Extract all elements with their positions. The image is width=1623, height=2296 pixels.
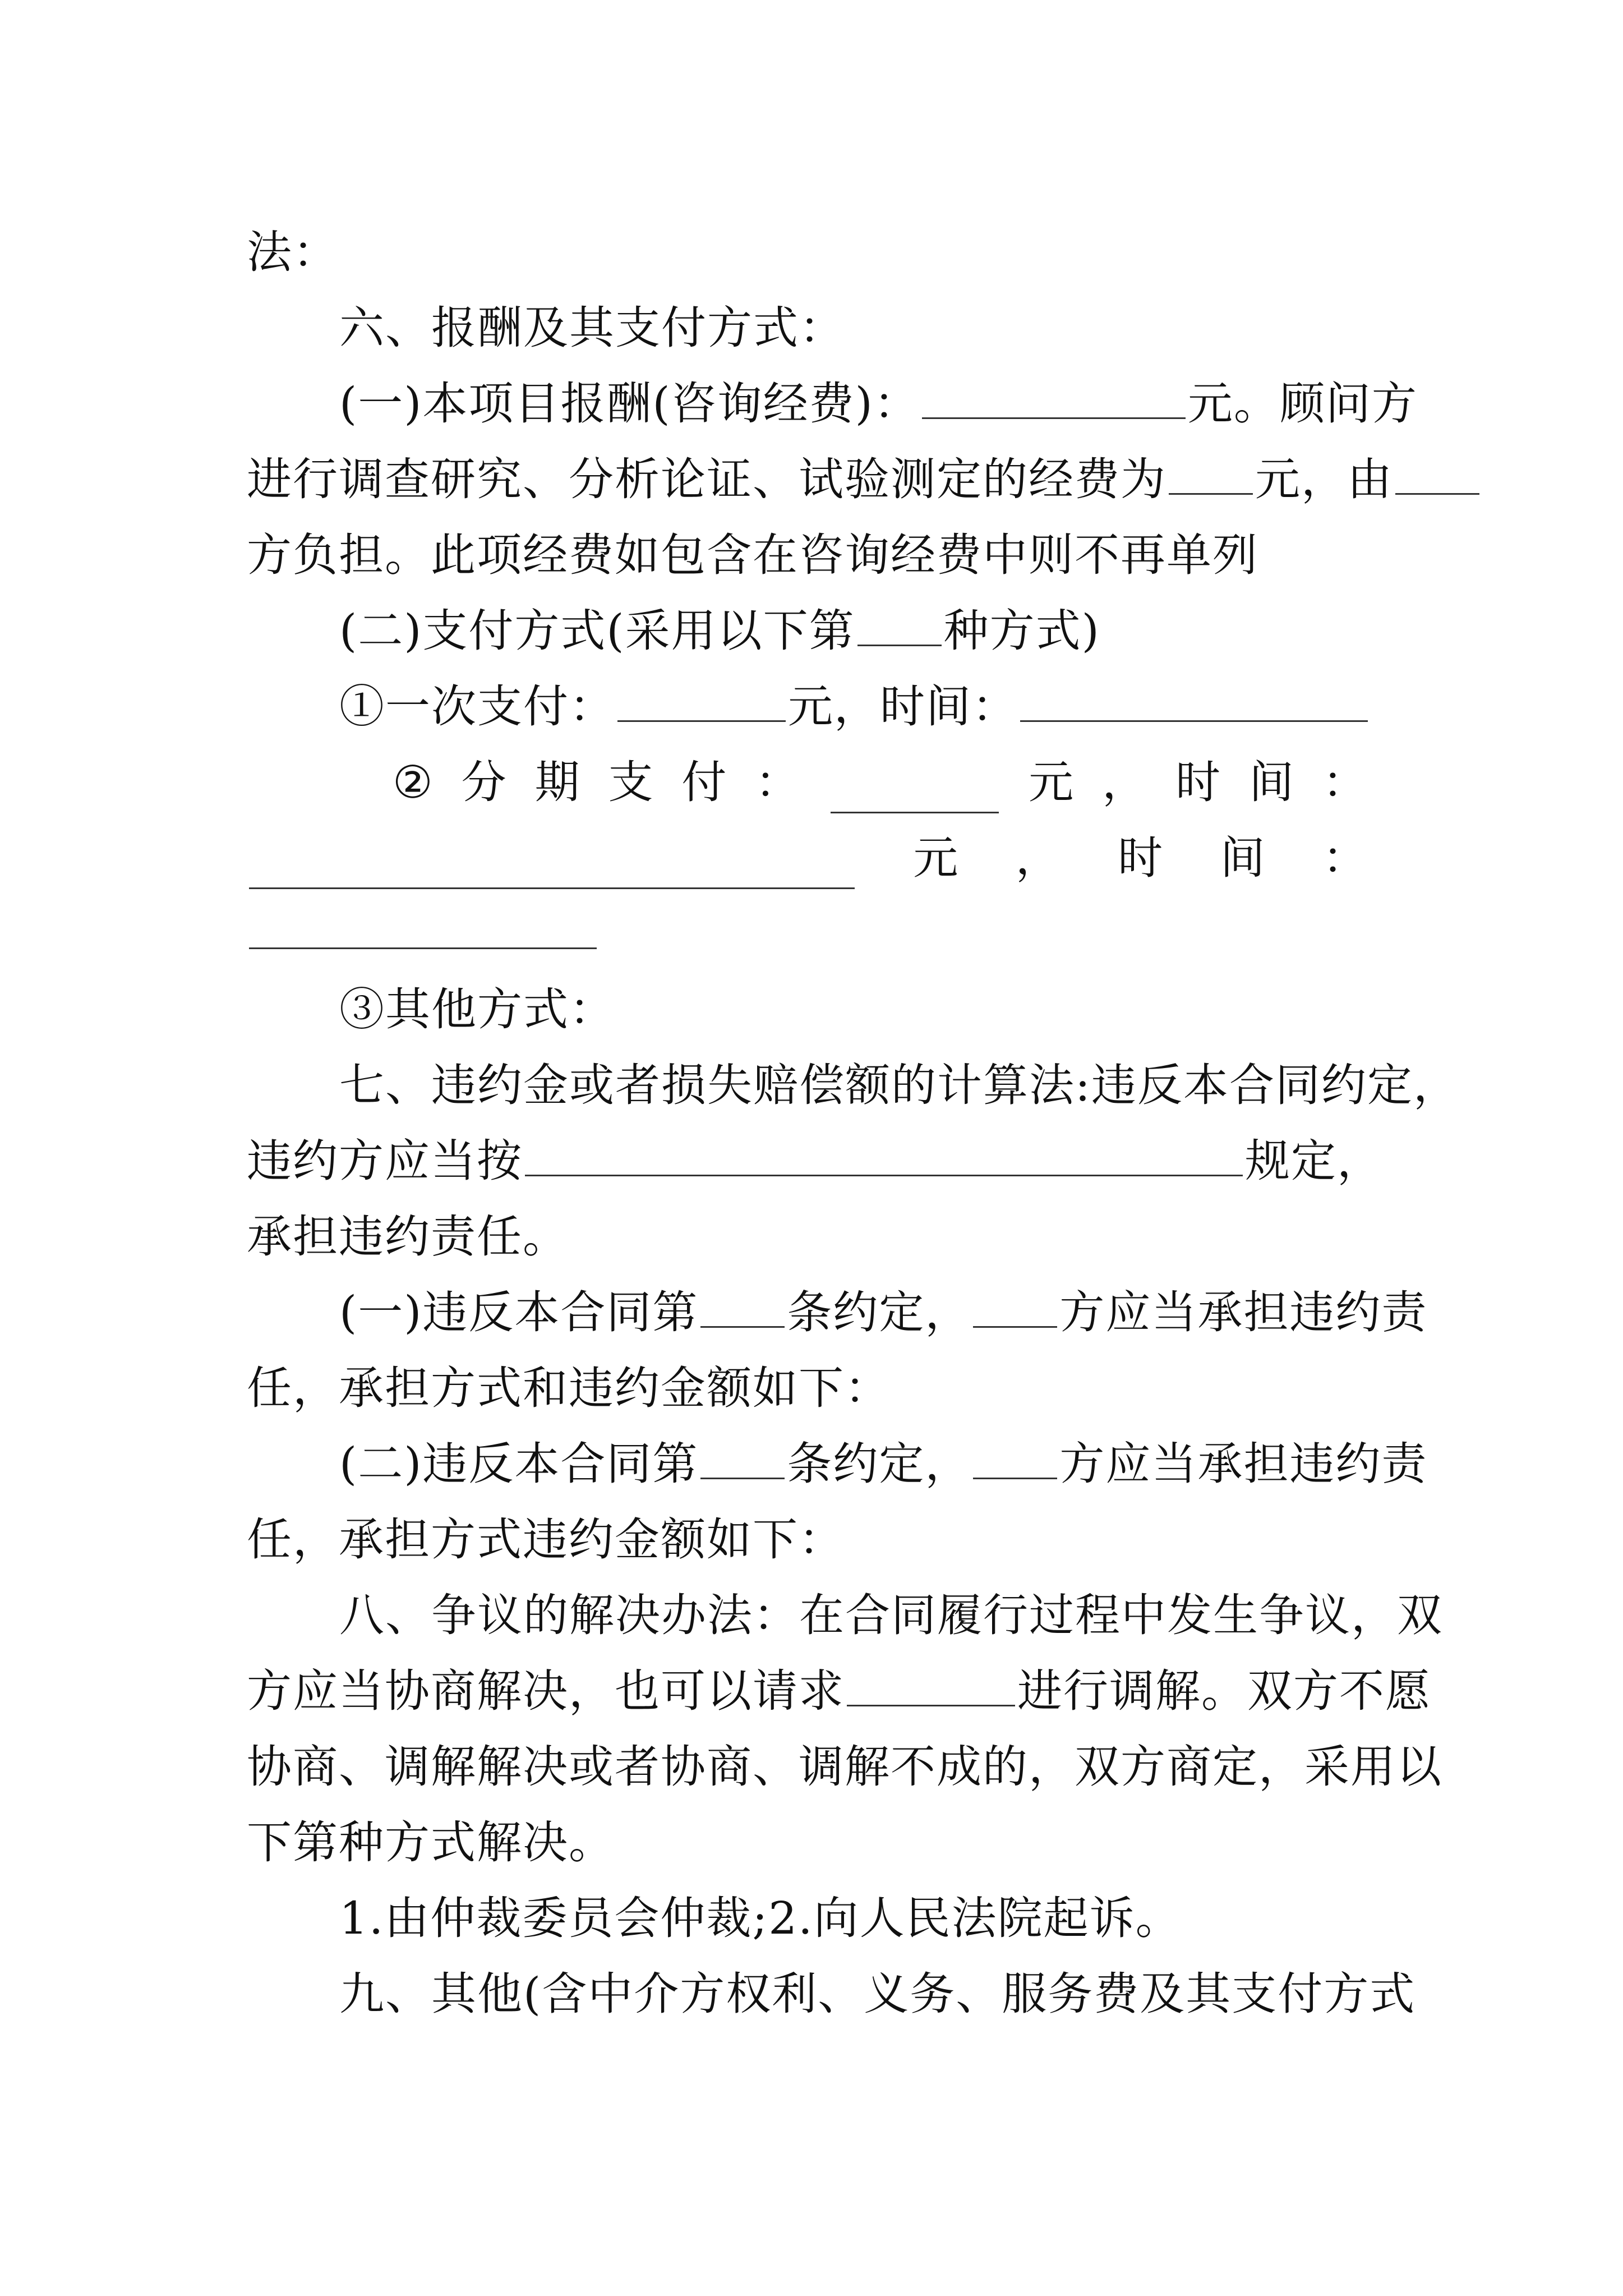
text-line: 法：: [247, 226, 339, 278]
text-line: 方负担。此项经费如包含在咨询经费中则不再单列: [247, 529, 1258, 581]
text-line: 协商、调解解决或者协商、调解不成的，双方商定，采用以: [247, 1741, 1442, 1793]
blank-field[interactable]: [1395, 458, 1479, 495]
text-line: 任，承担方式违约金额如下：: [247, 1513, 845, 1566]
text-line: 任，承担方式和违约金额如下：: [247, 1362, 891, 1414]
blank-field[interactable]: [857, 610, 942, 646]
text-line: 元 ， 时 间 ：: [247, 827, 1368, 889]
text-line: (一)本项目报酬(咨询经费)： 元。顾问方: [339, 378, 1418, 430]
blank-field[interactable]: [973, 1291, 1057, 1328]
text-line: 1.由仲裁委员会仲裁;2.向人民法院起诉。: [339, 1892, 1182, 1944]
blank-field[interactable]: [525, 1140, 1243, 1176]
text-line: 违约方应当按 规定，: [247, 1135, 1383, 1187]
blank-field[interactable]: [1169, 458, 1253, 495]
section-heading: 八、争议的解决办法：在合同履行过程中发生争议，双: [339, 1589, 1443, 1641]
blank-field[interactable]: [1020, 685, 1368, 722]
section-heading: 九、其他(含中介方权利、义务、服务费及其支付方式: [339, 1968, 1416, 2020]
blank-field[interactable]: [973, 1443, 1057, 1479]
blank-field[interactable]: [249, 913, 597, 949]
text-line: (一)违反本合同第 条约定， 方应当承担违约责: [339, 1286, 1428, 1338]
text-line: 下第种方式解决。: [247, 1816, 615, 1869]
section-heading: 七、违约金或者损失赔偿额的计算法:违反本合同约定，: [339, 1059, 1459, 1111]
text-line: [247, 903, 1391, 965]
blank-field[interactable]: [617, 685, 786, 722]
blank-field[interactable]: [922, 383, 1186, 419]
section-heading: 六、报酬及其支付方式：: [339, 302, 845, 354]
blank-field[interactable]: [847, 1670, 1015, 1706]
text-line: (二)支付方式(采用以下第 种方式): [339, 605, 1100, 657]
blank-field[interactable]: [700, 1443, 785, 1479]
text-line: 承担违约责任。: [247, 1211, 569, 1263]
blank-field[interactable]: [831, 777, 999, 813]
text-line: (二)违反本合同第 条约定， 方应当承担违约责: [339, 1438, 1428, 1490]
text-line: ①一次支付： 元，时间：: [339, 676, 1391, 738]
text-line: 进行调查研究、分析论证、试验测定的经费为 元，由: [247, 449, 1391, 510]
text-line: ② 分 期 支 付 ： 元 ， 时 间 ：: [393, 752, 1368, 813]
text-line: ③其他方式：: [339, 983, 615, 1036]
text-line: 方应当协商解决，也可以请求 进行调解。双方不愿: [247, 1665, 1431, 1717]
blank-field[interactable]: [249, 853, 855, 889]
blank-field[interactable]: [700, 1291, 785, 1328]
